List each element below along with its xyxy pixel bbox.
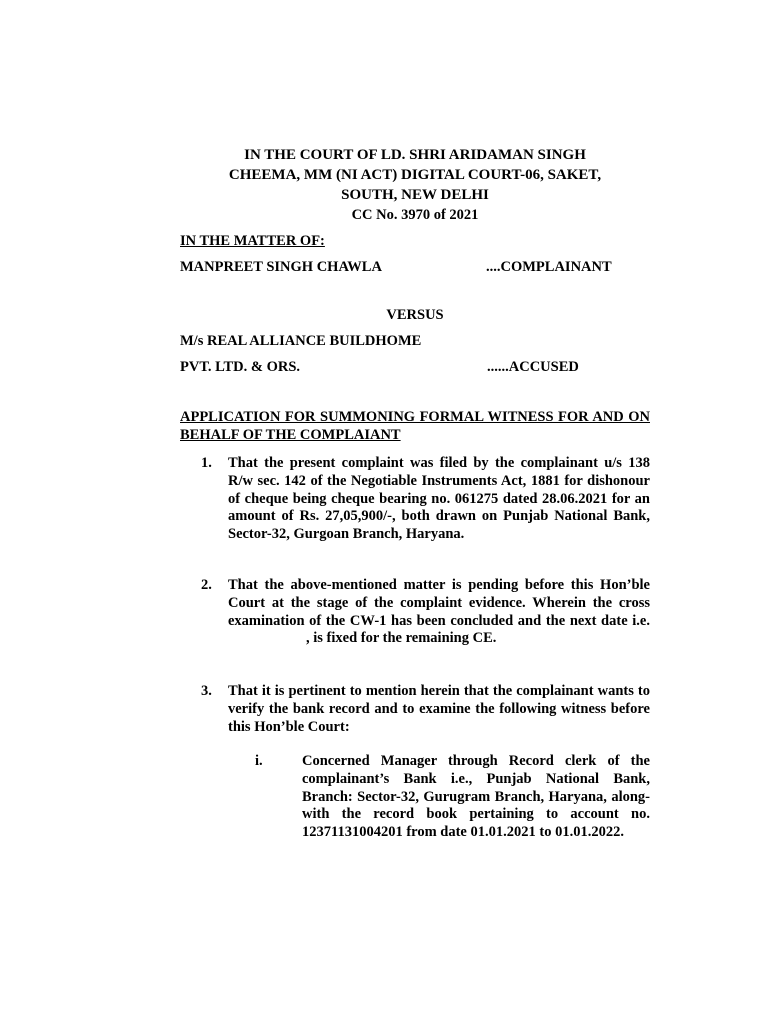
witness-number: i. bbox=[255, 753, 263, 769]
paragraph-text bbox=[228, 577, 650, 648]
application-title: APPLICATION FOR SUMMONING FORMAL WITNESS FOR AND ON BEHALF OF THE COMPLAIANT bbox=[180, 409, 650, 443]
accused-name-line2: PVT. LTD. & ORS. bbox=[180, 359, 301, 375]
court-heading-line: SOUTH, NEW DELHI bbox=[341, 187, 489, 203]
court-heading-line: CHEEMA, MM (NI ACT) DIGITAL COURT-06, SAKET, bbox=[228, 167, 602, 183]
complainant-name: MANPREET SINGH CHAWLA bbox=[180, 259, 382, 275]
paragraph-text-part: That the above-mentioned matter is pending before this Hon’ble Court at the stage of the complaint evidence. Wherein the cross examination of the CW-1 has been concluded and the next date i.e. bbox=[228, 577, 650, 629]
court-heading bbox=[180, 145, 650, 205]
matter-label: IN THE MATTER OF: bbox=[180, 233, 325, 249]
court-heading-line: IN THE COURT OF LD. SHRI ARIDAMAN SINGH bbox=[244, 147, 586, 163]
complainant-role: ....COMPLAINANT bbox=[486, 259, 612, 275]
accused-role: ......ACCUSED bbox=[487, 359, 579, 375]
paragraph-number: 2. bbox=[201, 577, 212, 593]
case-number: CC No. 3970 of 2021 bbox=[351, 207, 479, 223]
versus-label: VERSUS bbox=[386, 307, 444, 323]
paragraph-text: That it is pertinent to mention herein that the complainant wants to verify the bank record and to examine the following witness before this Hon’ble Court: bbox=[228, 683, 650, 735]
accused-name-line1: M/s REAL ALLIANCE BUILDHOME bbox=[180, 333, 422, 349]
witness-text: Concerned Manager through Record clerk of the complainant’s Bank i.e., Punjab National Bank, Branch: Sector-32, Gurugram Branch, Haryana, along-with the record book pertaining to account no. 12371131004201 from date 01.01.2021 to 01.01.2022. bbox=[302, 753, 650, 841]
paragraph-text: That the present complaint was filed by the complainant u/s 138 R/w sec. 142 of the Negotiable Instruments Act, 1881 for dishonour of cheque being cheque bearing no. 061275 dated 28.06.2021 for an amount of Rs. 27,05,900/-, both drawn on Punjab National Bank, Sector-32, Gurgoan Branch, Haryana. bbox=[228, 455, 650, 543]
paragraph-text-part: , is fixed for the remaining CE. bbox=[306, 630, 497, 647]
paragraph-number: 3. bbox=[201, 683, 212, 699]
paragraph-number: 1. bbox=[201, 455, 212, 471]
